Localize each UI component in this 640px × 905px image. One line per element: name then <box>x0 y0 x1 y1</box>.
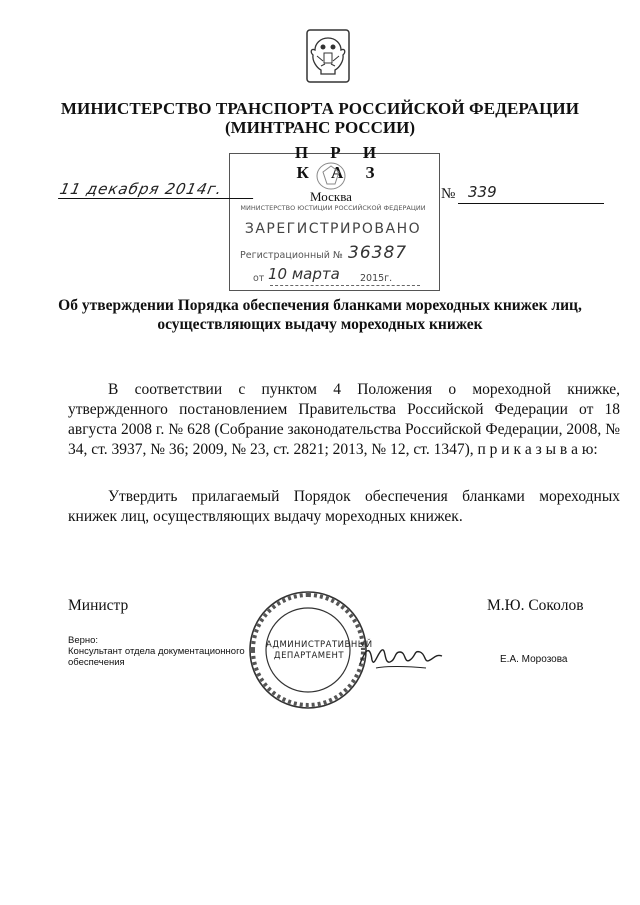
body-paragraph-1 <box>68 380 620 460</box>
certification-role-line-2: обеспечения <box>68 657 125 668</box>
stamp-registered: ЗАРЕГИСТРИРОВАНО <box>244 221 422 237</box>
signatory-position: Министр <box>68 597 129 614</box>
round-seal-line-2: ДЕПАРТАМЕНТ <box>273 651 345 661</box>
stamp-number-label: Регистрационный № <box>240 250 343 261</box>
certifier-name: Е.А. Морозова <box>500 654 568 665</box>
order-title-line-1: Об утверждении Порядка обеспечения бланками мореходных книжек лиц, <box>58 297 582 314</box>
order-number-handwritten: 339 <box>468 183 497 201</box>
certification-role-line-1: Консультант отдела документационного <box>68 646 245 657</box>
stamp-date-label: от <box>253 273 265 284</box>
coat-of-arms-icon <box>303 28 353 86</box>
signatory-name: М.Ю. Соколов <box>487 597 584 614</box>
order-city: Москва <box>310 189 352 204</box>
stamp-number-value: 36387 <box>348 243 408 263</box>
certification-verno: Верно: <box>68 635 99 646</box>
stamp-year: 2015г. <box>360 273 393 284</box>
stamp-emblem-icon <box>313 160 349 192</box>
handwritten-signature-icon <box>356 638 446 672</box>
order-date-handwritten: 11 декабря 2014г. <box>58 180 257 199</box>
order-title-line-2: осуществляющих выдачу мореходных книжек <box>157 316 483 333</box>
ministry-short-heading: (МИНТРАНС РОССИИ) <box>224 118 416 137</box>
document-type-heading: П Р И К А З <box>294 143 386 182</box>
round-seal-line-1: АДМИНИСТРАТИВНЫЙ <box>266 640 373 650</box>
body-paragraph-2-text: Утвердить прилагаемый Порядок обеспечения бланками мореходных книжек лиц, осуществляющих выдачу мореходных книжек. <box>68 488 620 525</box>
stamp-department: МИНИСТЕРСТВО ЮСТИЦИИ РОССИЙСКОЙ ФЕДЕРАЦИИ <box>240 204 426 212</box>
certification-block <box>68 635 258 668</box>
order-number-label: № <box>441 186 456 202</box>
body-paragraph-1-text: В соответствии с пунктом 4 Положения о мореходной книжке, утвержденного постановлением Правительства Российской Федерации от 18 августа 2008 г. № 628 (Собрание законодательства Российской Федерации, 2008, № 34, ст. 3937, № 36; 2009, № 23, ст. 2821; 2013, № 12, ст. 1347), п р и к а з ы в а ю: <box>68 381 620 458</box>
body-paragraph-2 <box>68 487 620 527</box>
stamp-date-value: 10 марта <box>268 265 340 283</box>
order-number-underline <box>458 203 604 204</box>
stamp-underline <box>270 285 420 286</box>
ministry-heading: МИНИСТЕРСТВО ТРАНСПОРТА РОССИЙСКОЙ ФЕДЕРАЦИИ <box>60 99 580 118</box>
round-seal-text <box>266 640 373 662</box>
